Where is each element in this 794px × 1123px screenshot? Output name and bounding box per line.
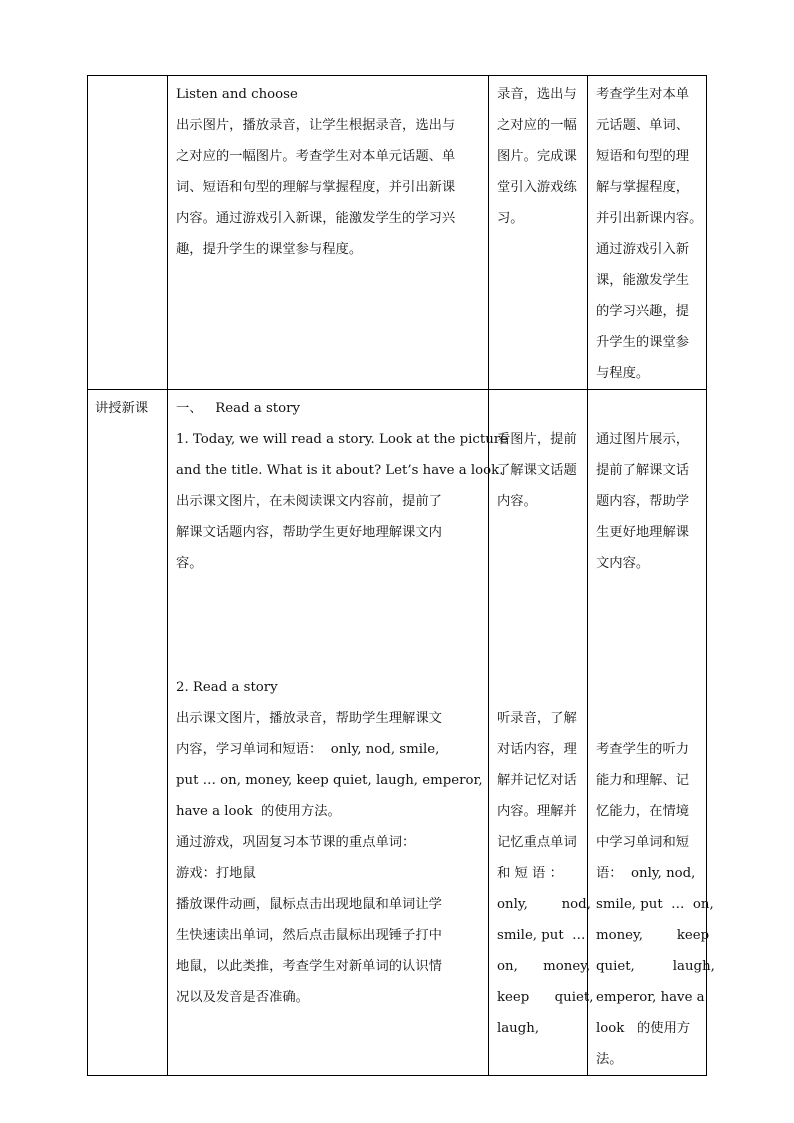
text-line: 2. Read a story [176,680,278,695]
stage-label: 讲授新课 [95,401,149,416]
text-line: smile, put … on, [596,897,714,912]
text-line: 堂引入游戏练 [497,180,577,195]
text-line: 况以及发音是否准确。 [176,990,309,1005]
purpose-cell [588,76,707,390]
student-activity-text [489,76,587,234]
purpose-text [588,390,715,1075]
text-line: 习。 [497,211,524,226]
text-line: laugh, [497,1021,540,1036]
text-line: 之对应的一幅图片。考查学生对本单元话题、单 [176,149,456,164]
text-line: 考查学生对本单 [596,87,690,102]
student-activity-text [489,390,594,1044]
text-line: put … on, money, keep quiet, laugh, emperor, [176,773,483,788]
text-line: 出示课文图片，在未阅读课文内容前，提前了 [176,494,442,509]
text-line: 记忆重点单词 [497,835,577,850]
student-activity-cell [489,76,588,390]
text-line: 了解课文话题 [497,463,577,478]
student-activity-cell [489,390,594,1076]
text-line: look 的使用方 [596,1021,691,1036]
text-line: 出示图片，播放录音，让学生根据录音，选出与 [176,118,456,133]
purpose-cell [588,390,715,1076]
procedure-text [168,390,508,1013]
text-line: 图片。完成课 [497,149,577,164]
text-line: 通过游戏引入新 [596,242,690,257]
text-line: 一、 Read a story [176,401,301,416]
text-line: 元话题、单词、 [596,118,690,133]
text-line: 生更好地理解课 [596,525,690,540]
text-line: quiet, laugh, [596,959,715,974]
text-line: 对话内容，理 [497,742,577,757]
text-line: 通过图片展示， [596,432,690,447]
text-line: 生快速读出单词，然后点击鼠标出现锤子打中 [176,928,442,943]
text-line: Listen and choose [176,87,298,102]
text-line: and the title. What is it about? Let’s have a look. [176,463,504,478]
text-line: 之对应的一幅 [497,118,577,133]
text-line: 并引出新课内容。 [596,211,703,226]
text-line: 提前了解课文话 [596,463,690,478]
text-line: 看图片，提前 [497,432,577,447]
text-line: 通过游戏，巩固复习本节课的重点单词： [176,835,416,850]
text-line: 1. Today, we will read a story. Look at the picture [176,432,508,447]
text-line: 解课文话题内容，帮助学生更好地理解课文内 [176,525,442,540]
text-line: 语： only, nod, [596,866,696,881]
text-line: 题内容，帮助学 [596,494,690,509]
text-line: only, nod, [497,897,591,912]
text-line: 容。 [176,556,203,571]
text-line: emperor, have a [596,990,705,1005]
text-line: 法。 [596,1052,623,1067]
purpose-text [588,76,706,389]
procedure-text [168,76,488,265]
text-line: 游戏：打地鼠 [176,866,256,881]
text-line: 解并记忆对话 [497,773,577,788]
text-line: 能力和理解、记 [596,773,690,788]
text-line: have a look 的使用方法。 [176,804,341,819]
text-line: 中学习单词和短 [596,835,690,850]
text-line: 课，能激发学生 [596,273,690,288]
text-line: 的学习兴趣，提 [596,304,690,319]
text-line: 解与掌握程度， [596,180,690,195]
table-row [88,76,707,390]
text-line: on, money, [497,959,591,974]
text-line: 出示课文图片，播放录音，帮助学生理解课文 [176,711,442,726]
text-line: 内容。理解并 [497,804,577,819]
text-line: 趣，提升学生的课堂参与程度。 [176,242,363,257]
text-line: keep quiet, [497,990,594,1005]
text-line: 内容。 [497,494,537,509]
text-line: 录音，选出与 [497,87,577,102]
text-line: 考查学生的听力 [596,742,690,757]
text-line: 词、短语和句型的理解与掌握程度，并引出新课 [176,180,456,195]
text-line: 文内容。 [596,556,650,571]
text-line: 与程度。 [596,366,650,381]
text-line: 听录音，了解 [497,711,577,726]
text-line: 内容，学习单词和短语： only, nod, smile, [176,742,440,757]
text-line: 内容。通过游戏引入新课，能激发学生的学习兴 [176,211,456,226]
lesson-plan-table [87,75,715,1076]
text-line: 短语和句型的理 [596,149,690,164]
text-line: 和 短 语 ： [497,866,563,881]
table-row [88,390,707,1076]
text-line: 播放课件动画，鼠标点击出现地鼠和单词让学 [176,897,442,912]
stage-label [88,76,167,79]
stage-cell [88,76,168,390]
text-line: 忆能力，在情境 [596,804,690,819]
text-line: 升学生的课堂参 [596,335,690,350]
text-line: 地鼠，以此类推，考查学生对新单词的认识情 [176,959,442,974]
text-line: smile, put … [497,928,586,943]
procedure-cell [168,390,508,1076]
stage-cell [88,390,168,1076]
procedure-cell [168,76,489,390]
text-line: money, keep [596,928,710,943]
